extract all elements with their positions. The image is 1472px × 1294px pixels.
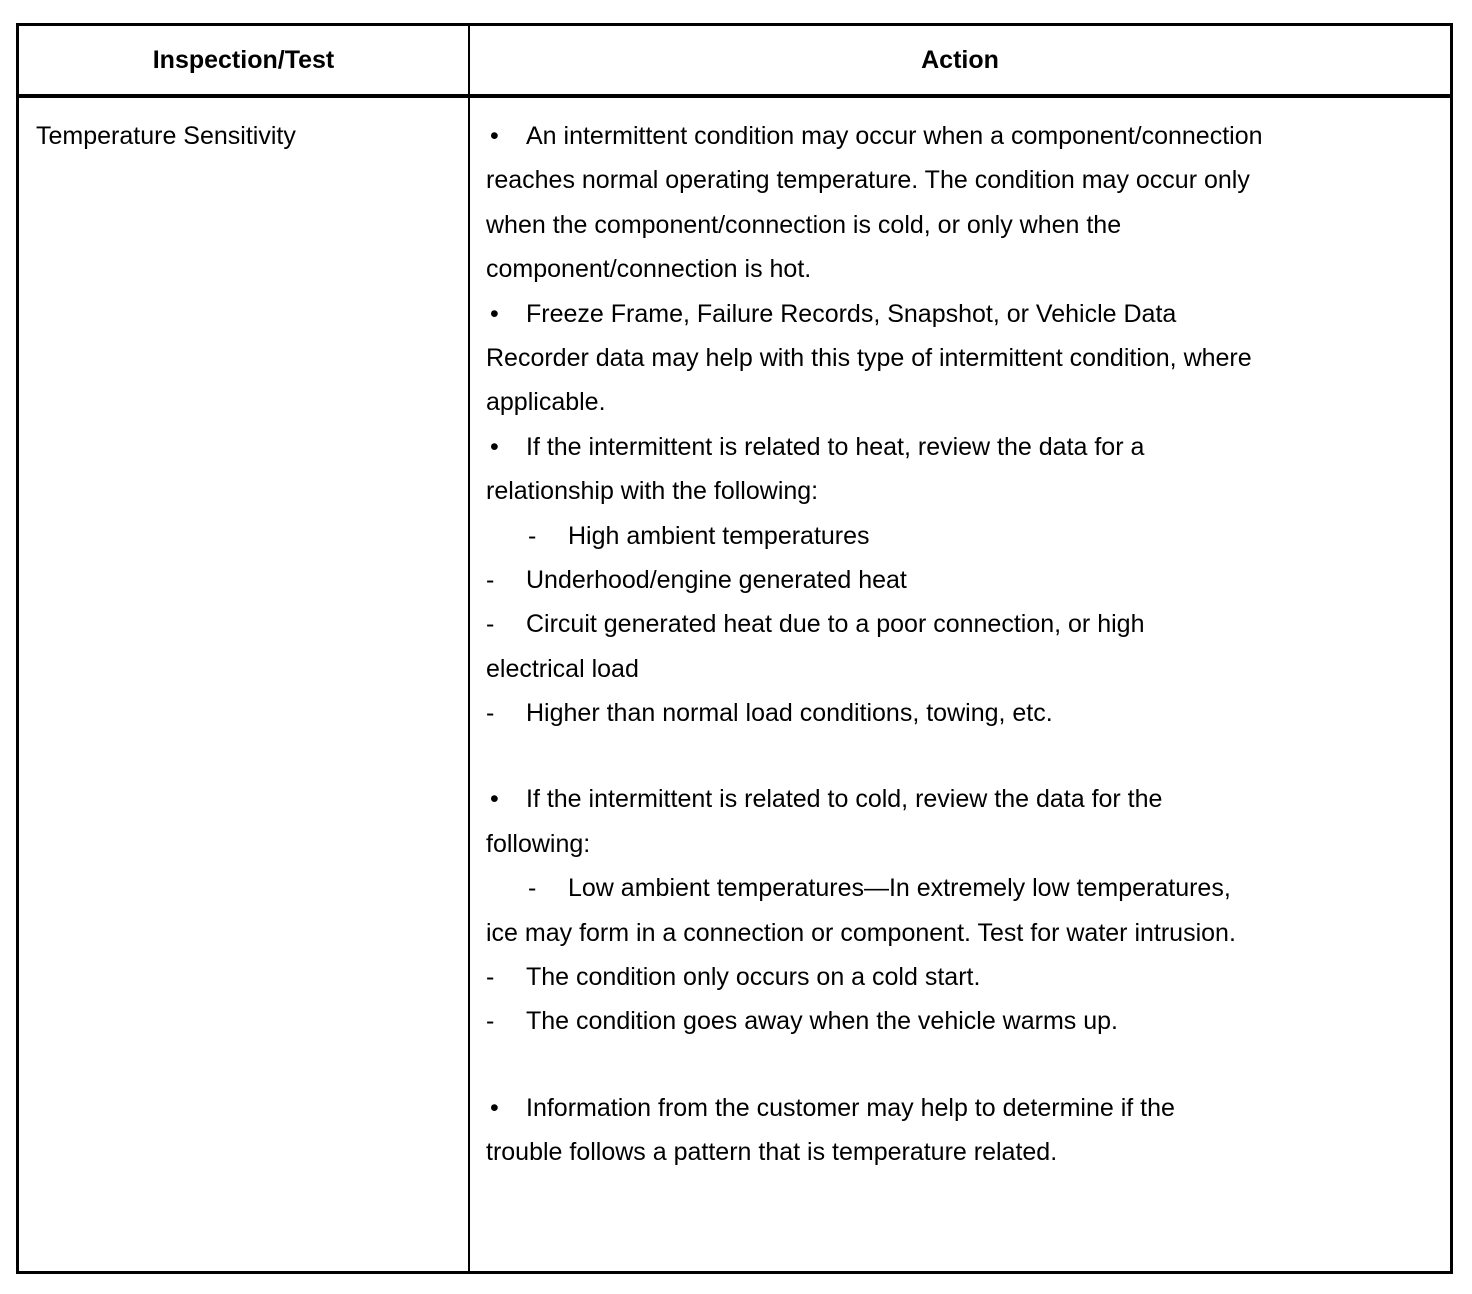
dash-marker: - — [528, 521, 537, 550]
text-line: component/connection is hot. — [486, 255, 812, 284]
dash-marker: - — [486, 699, 495, 728]
bullet-marker: • — [490, 432, 499, 461]
dash-item: - The condition goes away when the vehicle warms up. — [486, 999, 1366, 1043]
text-line: relationship with the following: — [486, 477, 819, 506]
dash-item: - Low ambient temperatures—In extremely low temperatures, — [486, 866, 1366, 910]
dash-marker: - — [486, 1007, 495, 1036]
header-inspection-test: Inspection/Test — [152, 46, 335, 74]
inspection-cell: Temperature Sensitivity — [36, 122, 296, 150]
dash-item: - High ambient temperatures — [486, 514, 1366, 558]
action-cell — [486, 114, 1366, 1175]
bullet-item: • Information from the customer may help to determine if the — [486, 1086, 1366, 1130]
dash-marker: - — [486, 610, 495, 639]
bullet-marker: • — [490, 1093, 499, 1122]
dash-item: - The condition only occurs on a cold start. — [486, 955, 1366, 999]
header-divider — [19, 94, 1450, 98]
dash-item: - Higher than normal load conditions, towing, etc. — [486, 691, 1366, 735]
dash-item: - Underhood/engine generated heat — [486, 558, 1366, 602]
text-line: ice may form in a connection or component. Test for water intrusion. — [486, 918, 1236, 947]
spacer — [486, 735, 1366, 777]
bullet-marker: • — [490, 299, 499, 328]
text-line: electrical load — [486, 654, 639, 683]
text-line: following: — [486, 829, 591, 858]
bullet-item: • If the intermittent is related to heat, review the data for a — [486, 425, 1366, 469]
bullet-marker: • — [490, 122, 499, 150]
bullet-marker: • — [490, 785, 499, 814]
bullet-item: • An intermittent condition may occur when a component/connection — [486, 114, 1366, 158]
dash-item: - Circuit generated heat due to a poor connection, or high — [486, 602, 1366, 646]
spacer — [486, 1044, 1366, 1086]
dash-marker: - — [486, 963, 495, 992]
inspection-table — [16, 23, 1453, 1274]
header-action: Action — [921, 46, 999, 74]
text-line: trouble follows a pattern that is temperature related. — [486, 1138, 1058, 1167]
bullet-item: • Freeze Frame, Failure Records, Snapshot, or Vehicle Data — [486, 292, 1366, 336]
text-line: applicable. — [486, 388, 606, 417]
text-line: reaches normal operating temperature. The condition may occur only — [486, 166, 1250, 195]
text-line: Recorder data may help with this type of intermittent condition, where — [486, 343, 1252, 372]
bullet-item: • If the intermittent is related to cold, review the data for the — [486, 777, 1366, 821]
column-divider — [468, 26, 470, 1271]
text-line: when the component/connection is cold, or only when the — [486, 210, 1122, 239]
dash-marker: - — [528, 874, 537, 903]
dash-marker: - — [486, 565, 495, 594]
